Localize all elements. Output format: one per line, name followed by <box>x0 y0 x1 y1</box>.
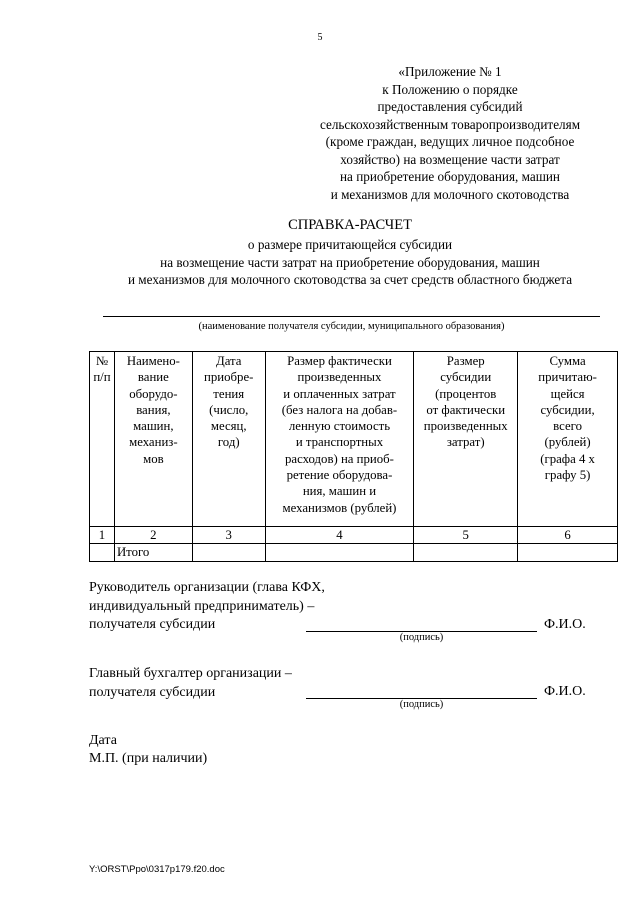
head-signature-caption: (подпись) <box>399 632 444 643</box>
recipient-caption: (наименование получателя субсидии, муниципального образования) <box>198 321 505 332</box>
accountant-signature-caption: (подпись) <box>399 699 444 710</box>
stamp-label: М.П. (при наличии) <box>89 751 208 766</box>
table-row <box>90 527 618 544</box>
appendix-line: к Положению о порядке <box>382 81 518 97</box>
page-number: 5 <box>317 32 323 43</box>
table-cell[interactable] <box>265 544 414 561</box>
table-cell[interactable] <box>414 544 518 561</box>
header-cell-number: № п/п <box>90 352 115 527</box>
table-header-row <box>90 352 618 527</box>
appendix-line: и механизмов для молочного скотоводства <box>330 186 570 202</box>
head-fio-label: Ф.И.О. <box>544 617 586 632</box>
signature-label-line: получателя субсидии <box>89 617 216 632</box>
table-cell[interactable] <box>90 544 115 561</box>
subtitle-line: на возмещение части затрат на приобретение оборудования, машин <box>160 254 540 270</box>
head-signature-label <box>89 579 325 635</box>
appendix-line: сельскохозяйственным товаропроизводителям <box>319 116 581 132</box>
table-cell[interactable] <box>518 544 618 561</box>
column-number-cell: 1 <box>90 527 115 544</box>
appendix-line: предоставления субсидий <box>377 99 523 114</box>
appendix-line: (кроме граждан, ведущих личное подсобное <box>325 134 575 149</box>
header-cell-equipment-name: Наимено- вание оборудо- вания, машин, механиз- мов <box>114 352 192 527</box>
table-cell[interactable] <box>192 544 265 561</box>
column-number-cell: 6 <box>518 527 618 544</box>
appendix-header <box>300 63 600 203</box>
column-number-cell: 5 <box>414 527 518 544</box>
header-cell-purchase-date: Дата приобре- тения (число, месяц, год) <box>192 352 265 527</box>
document-subtitle <box>0 236 640 289</box>
subtitle-line: о размере причитающейся субсидии <box>247 237 453 252</box>
document-title: СПРАВКА-РАСЧЕТ <box>288 217 412 233</box>
header-cell-subsidy-amount: Сумма причитаю- щейся субсидии, всего (рублей) (графа 4 х графу 5) <box>518 352 618 527</box>
recipient-blank-line <box>103 316 600 317</box>
calculation-table <box>89 351 618 562</box>
column-number-cell: 2 <box>114 527 192 544</box>
date-label: Дата <box>89 733 117 748</box>
table-total-row <box>90 544 618 561</box>
footer-file-path: Y:\ORST\Ppo\0317p179.f20.doc <box>89 864 225 875</box>
column-number-cell: 4 <box>265 527 414 544</box>
column-number-cell: 3 <box>192 527 265 544</box>
subtitle-line: и механизмов для молочного скотоводства за счет средств областного бюджета <box>127 272 573 287</box>
signature-label-line: Главный бухгалтер организации – <box>89 666 292 681</box>
appendix-line: на приобретение оборудования, машин <box>340 169 560 184</box>
total-label-cell: Итого <box>114 544 192 561</box>
header-cell-subsidy-rate: Размер субсидии (процентов от фактически произведенных затрат) <box>414 352 518 527</box>
accountant-fio-label: Ф.И.О. <box>544 684 586 699</box>
accountant-signature-label <box>89 665 292 702</box>
signature-label-line: индивидуальный предприниматель) – <box>89 598 315 614</box>
signature-label-line: получателя субсидии <box>89 684 216 700</box>
header-cell-actual-costs: Размер фактически произведенных и оплаченных затрат (без налога на добав- ленную стоимость и транспортных расходов) на приоб- ретение оборудова- ния, машин и механизмов (рублей) <box>265 352 414 527</box>
appendix-line: хозяйство) на возмещение части затрат <box>340 151 560 167</box>
signature-label-line: Руководитель организации (глава КФХ, <box>89 580 325 595</box>
appendix-line: «Приложение № 1 <box>398 64 502 79</box>
